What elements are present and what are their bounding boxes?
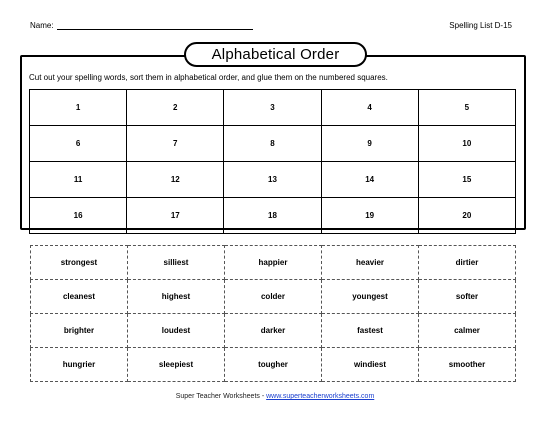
word-card[interactable]: hungrier [31, 348, 128, 382]
spelling-list-label: Spelling List D-15 [449, 21, 512, 30]
grid-square: 8 [224, 126, 321, 162]
word-card[interactable]: loudest [128, 314, 225, 348]
grid-square: 1 [30, 90, 127, 126]
word-card[interactable]: darker [225, 314, 322, 348]
word-card[interactable]: youngest [322, 280, 419, 314]
word-card[interactable]: dirtier [419, 246, 516, 280]
word-row [31, 348, 516, 382]
word-cards [30, 245, 516, 382]
word-card[interactable]: silliest [128, 246, 225, 280]
grid-row [30, 126, 516, 162]
word-card[interactable]: cleanest [31, 280, 128, 314]
grid-square: 15 [418, 162, 515, 198]
grid-square: 12 [127, 162, 224, 198]
footer-link[interactable]: www.superteacherworksheets.com [266, 393, 375, 400]
word-row [31, 280, 516, 314]
numbered-grid [29, 89, 516, 234]
word-card[interactable]: colder [225, 280, 322, 314]
page-title: Alphabetical Order [184, 42, 367, 67]
grid-square: 3 [224, 90, 321, 126]
word-card[interactable]: sleepiest [128, 348, 225, 382]
word-row [31, 314, 516, 348]
grid-square: 19 [321, 198, 418, 234]
word-card[interactable]: smoother [419, 348, 516, 382]
word-card[interactable]: calmer [419, 314, 516, 348]
grid-square: 18 [224, 198, 321, 234]
word-card[interactable]: windiest [322, 348, 419, 382]
grid-square: 2 [127, 90, 224, 126]
word-card[interactable]: fastest [322, 314, 419, 348]
grid-square: 13 [224, 162, 321, 198]
word-row [31, 246, 516, 280]
grid-square: 5 [418, 90, 515, 126]
name-blank-line[interactable] [57, 21, 253, 30]
grid-row [30, 90, 516, 126]
word-card[interactable]: tougher [225, 348, 322, 382]
footer [0, 393, 550, 400]
word-card[interactable]: heavier [322, 246, 419, 280]
grid-square: 10 [418, 126, 515, 162]
grid-row [30, 162, 516, 198]
grid-square: 16 [30, 198, 127, 234]
word-card[interactable]: brighter [31, 314, 128, 348]
instructions-text: Cut out your spelling words, sort them in alphabetical order, and glue them on the numbered squares. [29, 73, 388, 82]
word-card[interactable]: happier [225, 246, 322, 280]
grid-square: 14 [321, 162, 418, 198]
grid-square: 4 [321, 90, 418, 126]
grid-square: 6 [30, 126, 127, 162]
word-card[interactable]: strongest [31, 246, 128, 280]
word-card[interactable]: softer [419, 280, 516, 314]
grid-row [30, 198, 516, 234]
name-label: Name: [30, 21, 54, 30]
word-card[interactable]: highest [128, 280, 225, 314]
grid-square: 7 [127, 126, 224, 162]
footer-text: Super Teacher Worksheets - [175, 393, 267, 400]
grid-square: 9 [321, 126, 418, 162]
grid-square: 17 [127, 198, 224, 234]
name-field [30, 21, 253, 30]
grid-square: 20 [418, 198, 515, 234]
grid-square: 11 [30, 162, 127, 198]
